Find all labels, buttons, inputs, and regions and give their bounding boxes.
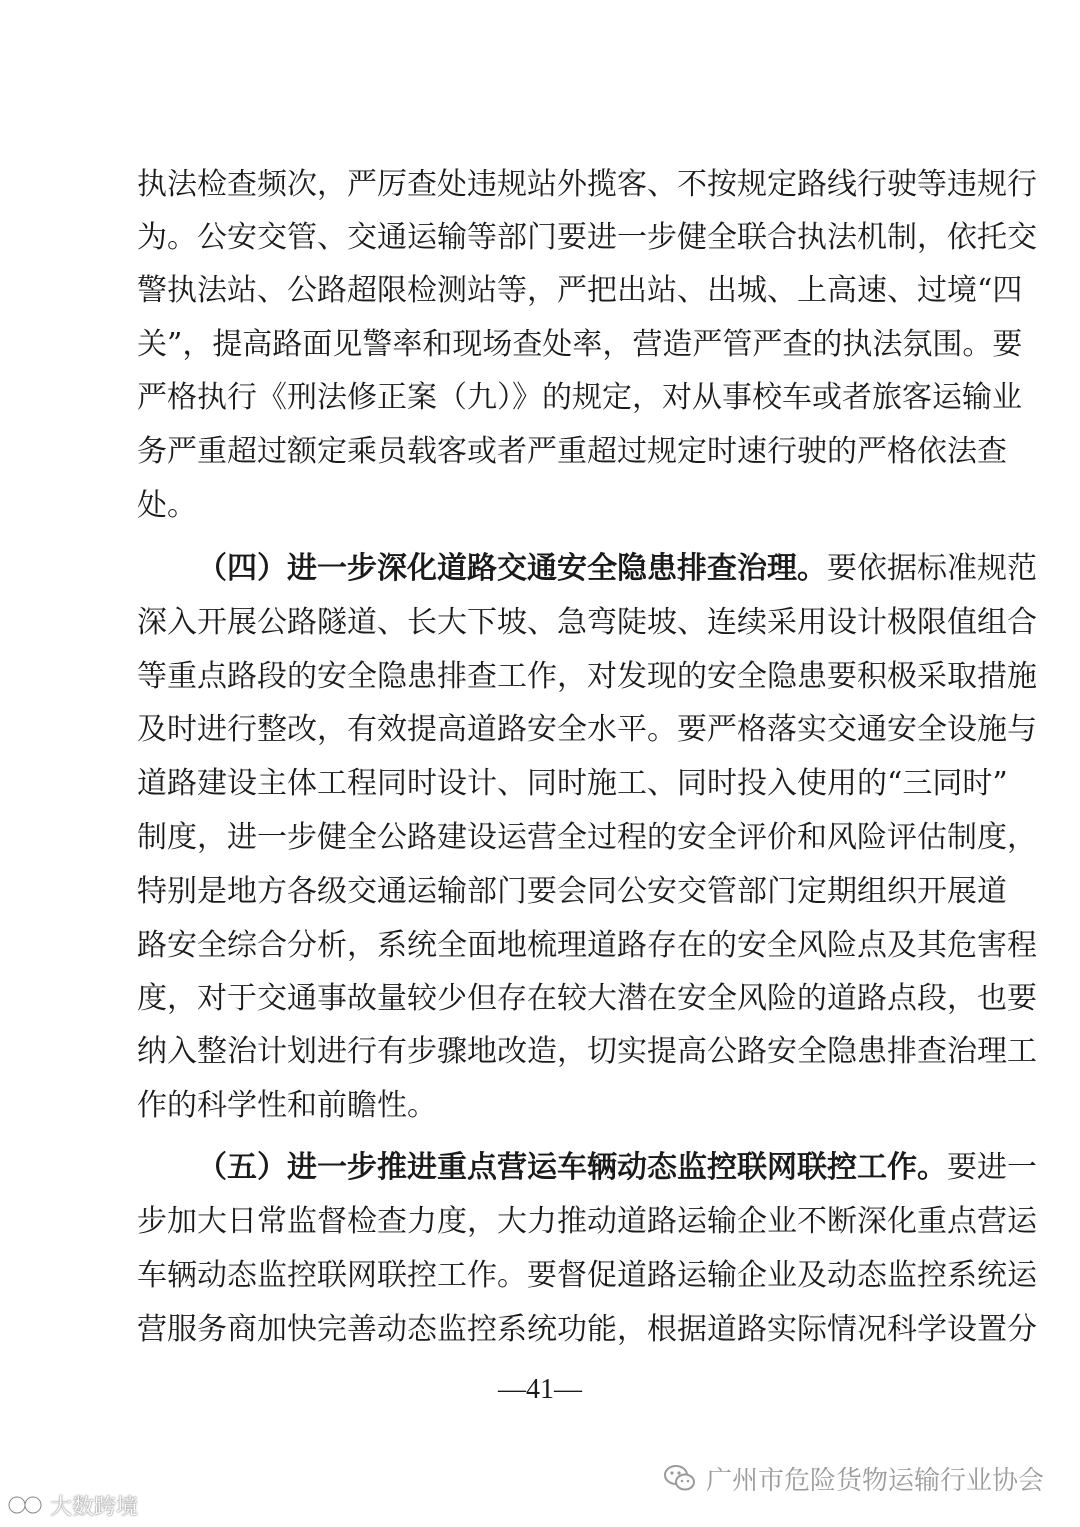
text-line-20: 步加大日常监督检查力度，大力推动道路运输企业不断深化重点营运	[137, 1204, 1037, 1239]
text-line-16: 度，对于交通事故量较少但存在较大潜在安全风险的道路点段，也要	[137, 981, 1037, 1016]
text-line-6: 务严重超过额定乘员载客或者严重超过规定时速行驶的严格依法查	[137, 434, 1007, 469]
section-4-heading: （四）进一步深化道路交通安全隐患排查治理。	[197, 551, 827, 586]
brand-logo-icon	[6, 1491, 46, 1519]
text-line-14: 特别是地方各级交通运输部门要会同公安交管部门定期组织开展道	[137, 874, 1007, 909]
text-line-3: 警执法站、公路超限检测站等，严把出站、出城、上高速、过境“四	[137, 273, 1023, 308]
text-line-17: 纳入整治计划进行有步骤地改造，切实提高公路安全隐患排查治理工	[137, 1034, 1037, 1069]
section-4-first-line	[197, 549, 1037, 589]
text-line-7: 处。	[137, 488, 197, 523]
page-number: —41—	[498, 1374, 582, 1405]
section-5-first-line	[197, 1148, 1037, 1188]
text-line-5: 严格执行《刑法修正案（九）》的规定，对从事校车或者旅客运输业	[137, 380, 1022, 415]
text-line-2: 为。公安交管、交通运输等部门要进一步健全联合执法机制，依托交	[137, 220, 1037, 255]
text-line-1: 执法检查频次，严厉查处违规站外揽客、不按规定路线行驶等违规行	[137, 167, 1037, 202]
text-line-10: 等重点路段的安全隐患排查工作，对发现的安全隐患要积极采取措施	[137, 659, 1037, 694]
wechat-account-name: 广州市危险货物运输行业协会	[705, 1465, 1044, 1496]
source-name: 大数跨境	[50, 1494, 139, 1520]
text-line-15: 路安全综合分析，系统全面地梳理道路存在的安全风险点及其危害程	[137, 928, 1037, 963]
section-5-heading: （五）进一步推进重点营运车辆动态监控联网联控工作。	[197, 1150, 947, 1185]
text-line-4: 关”，提高路面见警率和现场查处率，营造严管严查的执法氛围。要	[137, 327, 1023, 362]
text-line-22: 营服务商加快完善动态监控系统功能，根据道路实际情况科学设置分	[137, 1312, 1037, 1347]
text-line-9: 深入开展公路隧道、长大下坡、急弯陡坡、连续采用设计极限值组合	[137, 605, 1037, 640]
source-watermark	[6, 1488, 138, 1522]
section-5-heading-rest: 要进一	[947, 1150, 1037, 1185]
text-line-11: 及时进行整改，有效提高道路安全水平。要严格落实交通安全设施与	[137, 712, 1037, 747]
wechat-watermark	[662, 1458, 1044, 1498]
wechat-icon	[662, 1460, 698, 1496]
text-line-12: 道路建设主体工程同时设计、同时施工、同时投入使用的“三同时”	[137, 766, 1008, 801]
section-4-heading-rest: 要依据标准规范	[827, 551, 1037, 586]
text-line-21: 车辆动态监控联网联控工作。要督促道路运输企业及动态监控系统运	[137, 1258, 1037, 1293]
text-line-18: 作的科学性和前瞻性。	[137, 1088, 437, 1123]
text-line-13: 制度，进一步健全公路建设运营全过程的安全评价和风险评估制度，	[137, 820, 1037, 855]
